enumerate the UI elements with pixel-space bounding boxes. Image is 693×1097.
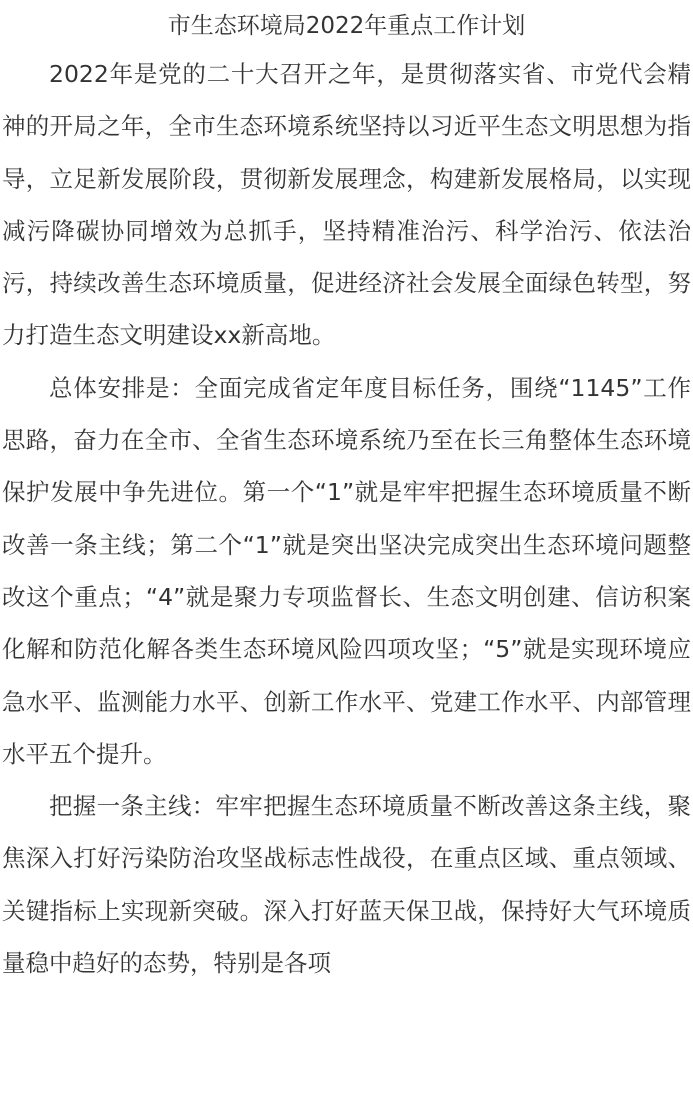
document-title: 市生态环境局2022年重点工作计划 bbox=[167, 13, 526, 39]
paragraph-intro: 2022年是党的二十大召开之年，是贯彻落实省、市党代会精神的开局之年，全市生态环境系统坚持以习近平生态文明思想为指导，立足新发展阶段，贯彻新发展理念，构建新发展格局，以实现减污降碳协同增效为总抓手，坚持精准治污、科学治污、依法治污，持续改善生态环境质量，促进经济社会发展全面绿色转型，努力打造生态文明建设xx新高地。 bbox=[2, 60, 691, 350]
paragraph-main-line: 把握一条主线：牢牢把握生态环境质量不断改善这条主线，聚焦深入打好污染防治攻坚战标志性战役，在重点区域、重点领域、关键指标上实现新突破。深入打好蓝天保卫战，保持好大气环境质量稳中趋好的态势，特别是各项 bbox=[2, 792, 691, 978]
paragraph-overall-arrangement: 总体安排是：全面完成省定年度目标任务，围绕“1145”工作思路，奋力在全市、全省生态环境系统乃至在长三角整体生态环境保护发展中争先进位。第一个“1”就是牢牢把握生态环境质量不断改善一条主线；第二个“1”就是突出坚决完成突出生态环境问题整改这个重点；“4”就是聚力专项监督长、生态文明创建、信访积案化解和防范化解各类生态环境风险四项攻坚；“5”就是实现环境应急水平、监测能力水平、创新工作水平、党建工作水平、内部管理水平五个提升。 bbox=[2, 373, 691, 768]
